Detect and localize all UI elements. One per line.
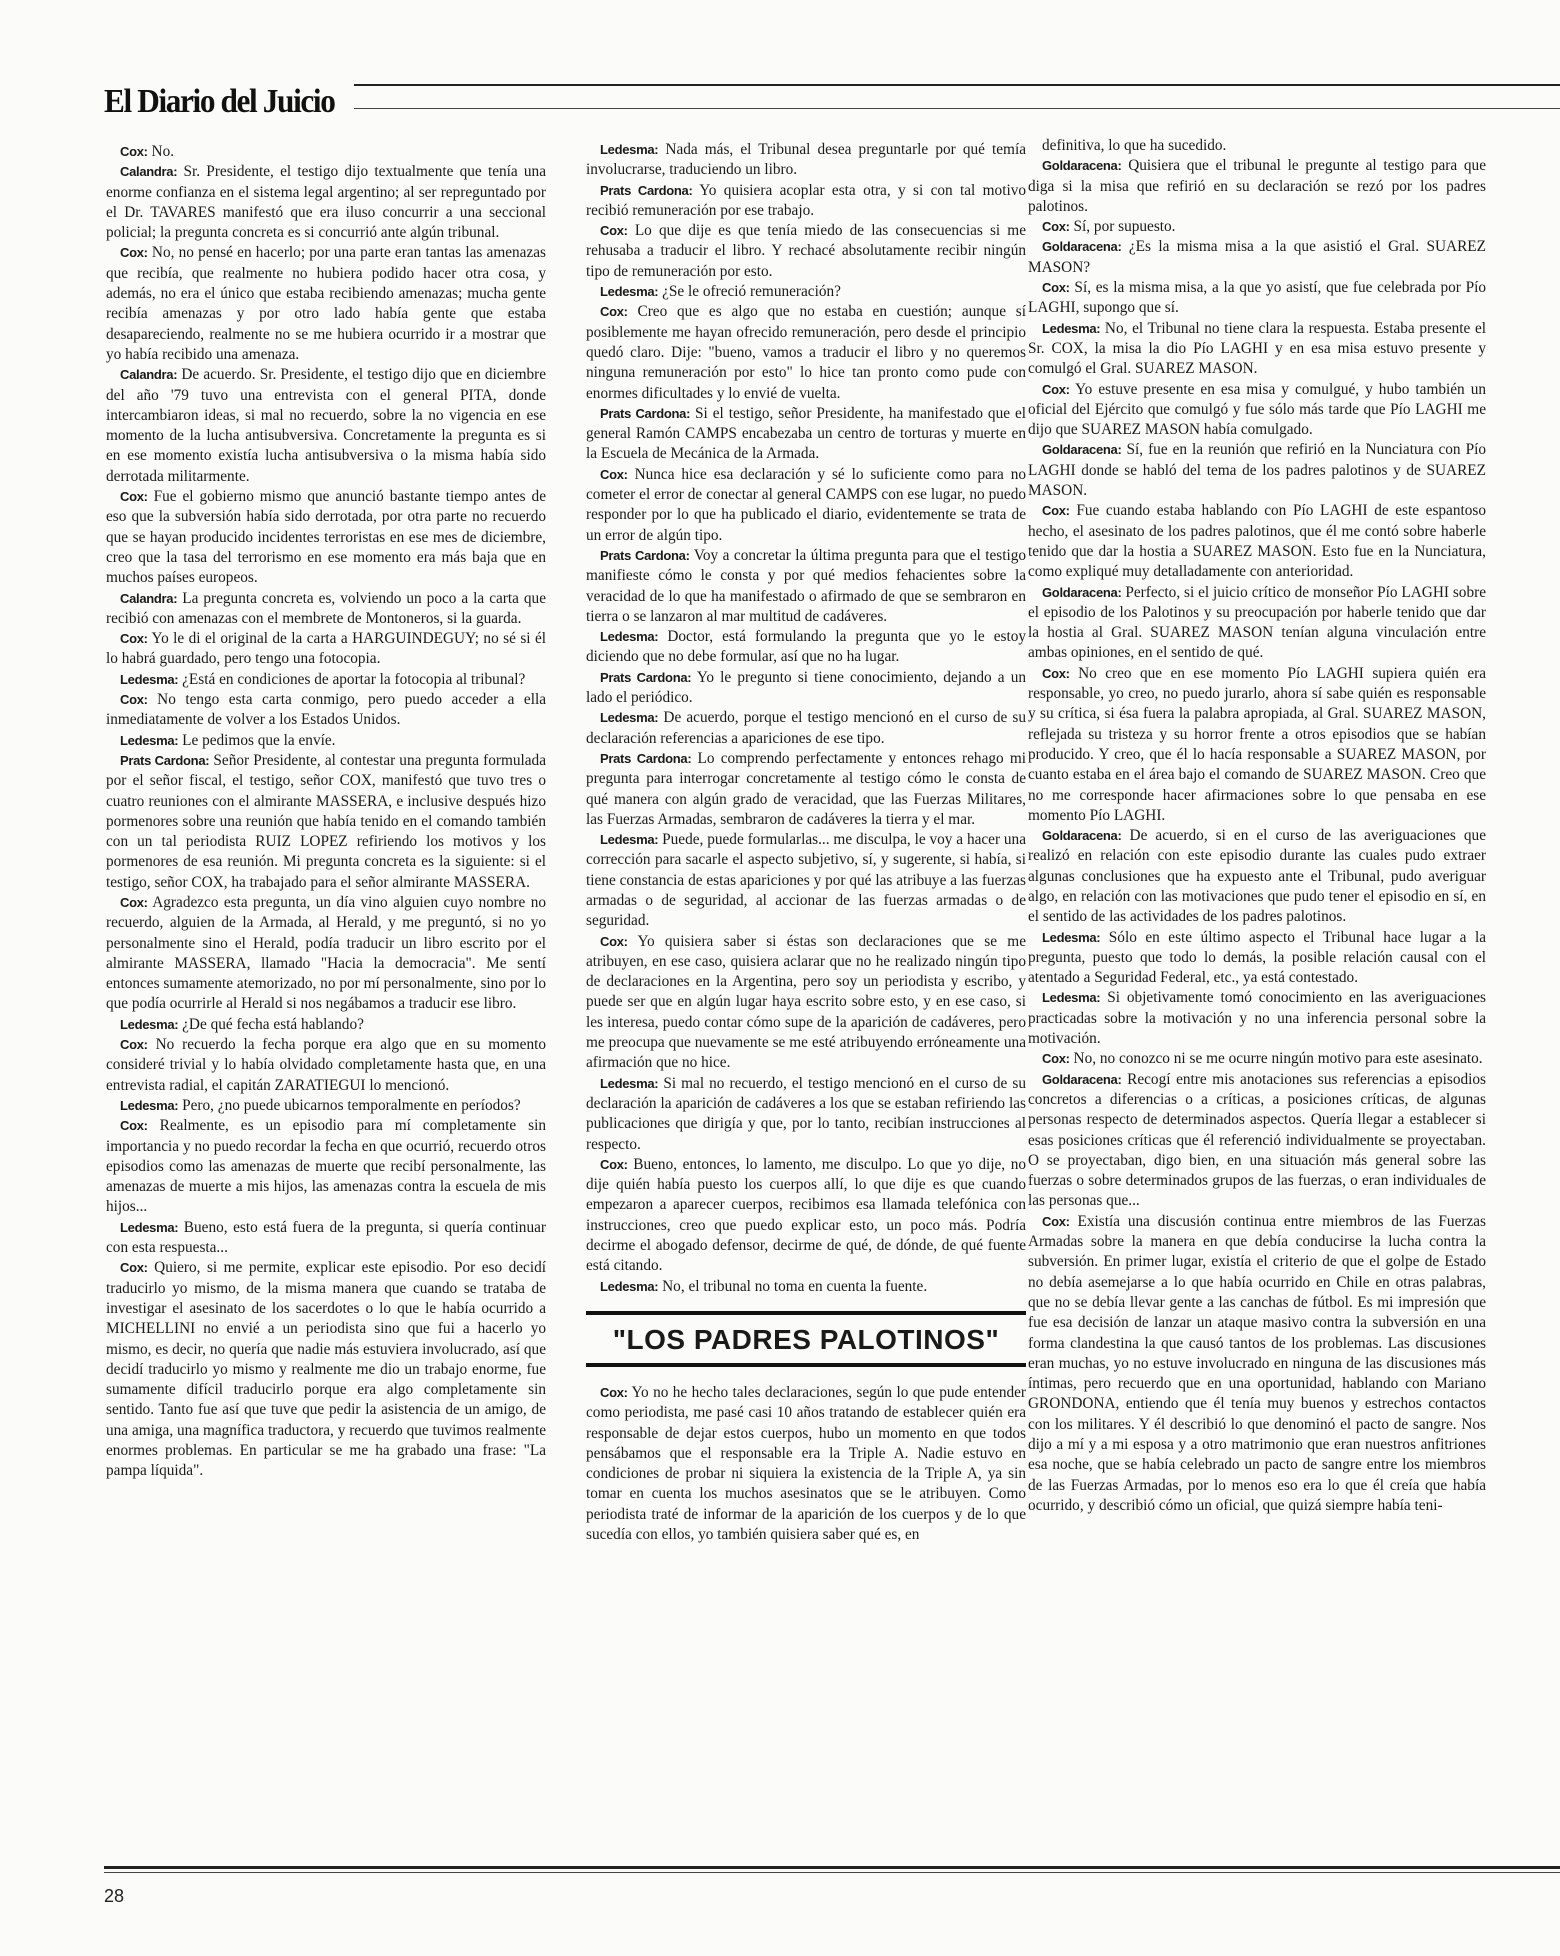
paragraph-text: Yo le pregunto si tiene conocimiento, dejando a un lado el periódico.	[586, 668, 1026, 707]
masthead-rule	[354, 84, 1560, 86]
masthead-rule-thin	[354, 108, 1560, 109]
transcript-paragraph	[1028, 1070, 1486, 1212]
paragraph-text: Realmente, es un episodio para mí completamente sin importancia y no puedo recordar la fecha en que ocurrió, recuerdo otros episodios como las amenazas de muerte que recibí personalmente, las amenazas de muerte a mis hijos, las amenazas contra la escuela de mis hijos...	[106, 1117, 546, 1216]
transcript-paragraph	[1028, 826, 1486, 927]
transcript-paragraph	[106, 1035, 546, 1096]
paragraph-text: Sí, es la misma misa, a la que yo asistí, que fue celebrada por Pío LAGHI, supongo que sí.	[1028, 279, 1486, 317]
transcript-paragraph	[106, 1116, 546, 1217]
masthead	[104, 82, 1560, 126]
paragraph-text: Agradezco esta pregunta, un día vino alguien cuyo nombre no recuerdo, alguien de la Armada, al Herald, y me preguntó, si no yo personalmente sino el Herald, podía traducir un libro escrito por el almirante MASSERA, llamado "Hacia la democracia". Me sentí entonces sumamente atemorizado, no por mí personalmente, sino por lo que podía ocurrirle al Herald si nos negábamos a traducir ese libro.	[106, 893, 546, 1013]
speaker-name: Ledesma:	[600, 629, 659, 645]
speaker-name: Cox:	[120, 1037, 148, 1053]
paragraph-text: ¿Se le ofreció remuneración?	[658, 283, 841, 301]
paragraph-text: No, el Tribunal no tiene clara la respuesta. Estaba presente el Sr. COX, la misa la dio Pío LAGHI y en esa misa estuvo presente y comulgó el Gral. SUAREZ MASON.	[1028, 319, 1486, 378]
speaker-name: Ledesma:	[120, 1219, 179, 1235]
transcript-paragraph	[586, 830, 1026, 931]
paragraph-text: ¿Es la misma misa a la que asistió el Gral. SUAREZ MASON?	[1028, 238, 1486, 276]
speaker-name: Cox:	[1042, 503, 1070, 519]
speaker-name: Cox:	[600, 933, 628, 949]
transcript-paragraph	[106, 1218, 546, 1259]
speaker-name: Ledesma:	[600, 710, 659, 726]
transcript-paragraph	[106, 243, 546, 365]
column-2	[586, 140, 1026, 1856]
paragraph-text: Sí, fue en la reunión que refirió en la Nunciatura con Pío LAGHI donde se habló del tema de los padres palotinos y de SUAREZ MASON.	[1028, 441, 1486, 500]
speaker-name: Cox:	[1042, 381, 1070, 397]
speaker-name: Cox:	[1042, 219, 1070, 235]
transcript-paragraph	[586, 1277, 1026, 1297]
transcript-paragraph	[1028, 440, 1486, 501]
speaker-name: Ledesma:	[1042, 990, 1101, 1006]
transcript-paragraph	[586, 1383, 1026, 1545]
transcript-paragraph	[1028, 501, 1486, 582]
speaker-name: Goldaracena:	[1042, 239, 1122, 255]
transcript-paragraph	[1028, 237, 1486, 278]
paragraph-text: Le pedimos que la envíe.	[178, 731, 336, 749]
paragraph-text: Señor Presidente, al contestar una pregunta formulada por el señor fiscal, el testigo, señor COX, manifestó que tuvo tres o cuatro reuniones con el almirante MASSERA, e inclusive después hizo pormenores sobre una reunión que había tenido en el comando también con un tal periodista RUIZ LOPEZ refiriendo los motivos y los pormenores de esa reunión. Mi pregunta concreta es la siguiente: si el testigo, señor COX, ha trabajado para el señor almirante MASSERA.	[106, 751, 546, 891]
paragraph-text: Doctor, está formulando la pregunta que yo le estoy diciendo que no debe formular, así que no ha lugar.	[586, 628, 1026, 666]
masthead-title: El Diario del Juicio	[104, 83, 335, 120]
transcript-paragraph	[1028, 1049, 1486, 1069]
speaker-name: Cox:	[600, 304, 628, 320]
transcript-paragraph	[586, 302, 1026, 403]
transcript-paragraph	[106, 751, 546, 893]
transcript-paragraph	[1028, 217, 1486, 237]
speaker-name: Cox:	[120, 894, 148, 910]
transcript-paragraph	[106, 589, 546, 630]
speaker-name: Cox:	[120, 489, 148, 505]
speaker-name: Calandra:	[120, 590, 178, 606]
paragraph-text: Voy a concretar la última pregunta para que el testigo manifieste cómo le consta y por qué medios fehacientes sobre la veracidad de lo que ha manifestado o afirmado de que se sembraron en tierra o se lanzaron al mar multitud de cadáveres.	[586, 546, 1026, 625]
transcript-paragraph	[106, 1258, 546, 1481]
transcript-paragraph	[1028, 583, 1486, 664]
speaker-name: Goldaracena:	[1042, 1071, 1122, 1087]
transcript-paragraph	[586, 1074, 1026, 1155]
speaker-name: Prats Cardona:	[600, 405, 691, 421]
speaker-name: Cox:	[120, 1118, 148, 1134]
paragraph-text: Lo que dije es que tenía miedo de las consecuencias si me rehusaba a traducir el libro. Y rechacé absolutamente recibir ningún tipo de remuneración por esto.	[586, 222, 1026, 280]
paragraph-text: Quisiera que el tribunal le pregunte al testigo para que diga si la misa que refirió en su declaración se rezó por los padres palotinos.	[1028, 157, 1486, 215]
transcript-paragraph	[586, 465, 1026, 546]
speaker-name: Cox:	[1042, 1051, 1070, 1067]
paragraph-text: Puede, puede formularlas... me disculpa, le voy a hacer una corrección para sacarle el aspecto subjetivo, sí, y sugerente, si había, si tiene constancia de estas apariciones y por qué las atribuye a las fuerzas armadas o de seguridad, al accionar de las fuerzas armadas o de seguridad.	[586, 831, 1026, 930]
paragraph-text: Nada más, el Tribunal desea preguntarle por qué temía involucrarse, traduciendo un libro.	[586, 141, 1026, 179]
footer-rule-thin	[104, 1872, 1560, 1873]
transcript-paragraph	[1028, 664, 1486, 826]
transcript-paragraph	[586, 404, 1026, 465]
speaker-name: Cox:	[1042, 1213, 1070, 1229]
paragraph-text: ¿De qué fecha está hablando?	[178, 1015, 364, 1033]
paragraph-text: No.	[147, 143, 175, 160]
transcript-paragraph	[586, 546, 1026, 627]
transcript-paragraph	[106, 690, 546, 731]
transcript-paragraph	[1028, 136, 1486, 156]
transcript-paragraph	[106, 365, 546, 487]
paragraph-text: Sólo en este último aspecto el Tribunal hace lugar a la pregunta, puesto que todo lo demás, la posible relación causal con el atentado a Seguridad Federal, etc., ya está contestado.	[1028, 928, 1486, 987]
speaker-name: Prats Cardona:	[600, 182, 693, 198]
transcript-paragraph	[586, 282, 1026, 302]
transcript-paragraph	[106, 670, 546, 690]
column-3	[1028, 136, 1486, 1852]
paragraph-text: Nunca hice esa declaración y sé lo suficiente como para no cometer el error de conectar al general CAMPS con ese lugar, no puedo responder por lo que ha publicado el diario, evidentemente se trata de un error de algún tipo.	[586, 465, 1026, 544]
speaker-name: Cox:	[120, 1260, 148, 1276]
speaker-name: Prats Cardona:	[600, 547, 690, 563]
speaker-name: Cox:	[600, 1384, 628, 1400]
paragraph-text: Quiero, si me permite, explicar este episodio. Por eso decidí traducirlo yo mismo, de la misma manera que cuando se trataba de investigar el asesinato de los sacerdotes o lo que le había ocurrido a MICHELLINI no envié a un periodista sino que fui a hacerlo yo mismo, es decir, no quería que nadie más estuviera involucrado, así que decidí traducirlo yo mismo y realmente me dio un trabajo enorme, fue sumamente difícil traducirlo porque era algo completamente sin sentido. Tanto fue así que tuve que pedir la asistencia de un amigo, de una amiga, una magnífica traductora, y recuerdo que tuvimos realmente enormes problemas. En particular se me ha grabado una frase: "La pampa líquida".	[106, 1259, 546, 1480]
speaker-name: Cox:	[600, 466, 628, 482]
transcript-paragraph	[106, 142, 546, 162]
paragraph-text: Si objetivamente tomó conocimiento en las averiguaciones practicadas sobre la motivación y no una inferencia personal sobre la motivación.	[1028, 989, 1486, 1048]
paragraph-text: Pero, ¿no puede ubicarnos temporalmente en períodos?	[178, 1096, 521, 1114]
speaker-name: Ledesma:	[120, 1016, 179, 1032]
paragraph-text: Bueno, entonces, lo lamento, me disculpo. Lo que yo dije, no dije quién había puesto los cuerpos allí, lo que dije es que cuando empezaron a aparecer cuerpos, recibimos esa llamada telefónica con instrucciones, creo que puedo explicar esto, un poco más. Podría decirme el abogado defensor, decirme de qué, de dónde, de qué fuente está citando.	[586, 1155, 1026, 1275]
transcript-paragraph	[586, 627, 1026, 668]
section-heading: "LOS PADRES PALOTINOS"	[586, 1311, 1026, 1367]
paragraph-text: Creo que es algo que no estaba en cuestión; aunque sí posiblemente me hayan ofrecido remuneración, pero desde el principio quedó claro. Dije: "bueno, vamos a traducir el libro y no queremos ninguna remuneración por esto" lo hice tan pronto como pude con enormes dificultades y lo envié de vuelta.	[586, 303, 1026, 402]
speaker-name: Ledesma:	[600, 284, 659, 300]
speaker-name: Cox:	[600, 1156, 628, 1172]
speaker-name: Goldaracena:	[1042, 442, 1122, 458]
paragraph-text: Fue cuando estaba hablando con Pío LAGHI de este espantoso hecho, el asesinato de los padres palotinos, que él me contó sobre haberle tenido que dar la hostia a SUAREZ MASON. Esto fue en la Nunciatura, como expliqué muy detalladamente con anterioridad.	[1028, 502, 1486, 581]
paragraph-text: Existía una discusión continua entre miembros de las Fuerzas Armadas sobre la manera en que debía conducirse la lucha contra la subversión. En primer lugar, existía el criterio de que el golpe de Estado no debía asemejarse a lo que había ocurrido en Chile en otras palabras, que no se debía llevar gente a las canchas de fútbol. Es mi impresión que fue esa decisión de lanzar un ataque masivo contra la subversión en una forma clandestina la que causó tantos de los problemas. Las discusiones eran muchas, yo no estuve involucrado en ninguna de las discusiones más íntimas, pero recuerdo que en una oportunidad, hablando con Mariano GRONDONA, entiendo que él tenía muy buenos y estrechos contactos con los militares. Y él describió lo que denominó el pacto de sangre. Nos dijo a mí y a mi esposa y a otro matrimonio que eran nuestros anfitriones esa noche, que se había celebrado un pacto de sangre entre los miembros de las Fuerzas Armadas, por lo menos eso era lo que él creía que había ocurrido, y describió cómo un oficial, que quizá siempre había teni-	[1028, 1212, 1486, 1514]
transcript-paragraph	[106, 1096, 546, 1116]
speaker-name: Ledesma:	[1042, 929, 1101, 945]
paragraph-text: Si el testigo, señor Presidente, ha manifestado que el general Ramón CAMPS encabezaba un centro de torturas y muerte en la Escuela de Mecánica de la Armada.	[586, 404, 1026, 463]
paragraph-text: ¿Está en condiciones de aportar la fotocopia al tribunal?	[178, 670, 526, 688]
transcript-paragraph	[1028, 156, 1486, 217]
page-number: 28	[104, 1886, 125, 1906]
transcript-paragraph	[1028, 928, 1486, 989]
paragraph-text: No creo que en ese momento Pío LAGHI supiera quién era responsable, yo creo, no puedo jurarlo, ahora sí sabe quién es responsable y su crítica, si ésa fuera la palabra apropiada, al Gral. SUAREZ MASON, reflejada su tristeza y su horror frente a otros episodios que se habían producido. Y creo, que él lo hacía responsable a SUAREZ MASON, por cuanto estaba en el área bajo el comando de SUAREZ MASON. Creo que no me corresponde hacer afirmaciones sobre lo que pensaba en ese momento Pío LAGHI.	[1028, 664, 1486, 824]
transcript-paragraph	[106, 731, 546, 751]
transcript-paragraph	[586, 181, 1026, 222]
paragraph-text: Yo quisiera saber si éstas son declaraciones que se me atribuyen, en ese caso, quisiera aclarar que no he realizado ningún tipo de declaraciones en la Argentina, pero soy un periodista y escribo, y puede ser que en algún lugar haya escrito sobre esto, y en ese caso, si les interesa, puedo contar cómo supe de la aparición de cadáveres, pero me preocupa que nuevamente se me esté atribuyendo erróneamente una afirmación que no hice.	[586, 932, 1026, 1072]
speaker-name: Goldaracena:	[1042, 158, 1122, 174]
transcript-paragraph	[106, 629, 546, 670]
paragraph-text: Yo quisiera acoplar esta otra, y si con tal motivo recibió remuneración por ese trabajo.	[586, 181, 1026, 219]
transcript-paragraph	[586, 1155, 1026, 1277]
paragraph-text: De acuerdo, porque el testigo mencionó en el curso de su declaración referencias a apariciones de ese tipo.	[586, 709, 1026, 747]
speaker-name: Cox:	[120, 692, 148, 708]
paragraph-text: Sí, por supuesto.	[1069, 218, 1176, 236]
paragraph-text: De acuerdo, si en el curso de las averiguaciones que realizó en relación con este episodio durante las cuales pudo extraer algunas conclusiones que ha expuesto ante el Tribunal, pudo averiguar algo, en relación con las motivaciones que pudo tener el episodio en sí, en el sentido de las actividades de los padres palotinos.	[1028, 827, 1486, 926]
paragraph-text: Yo no he hecho tales declaraciones, según lo que pude entender como periodista, me pasé casi 10 años tratando de establecer quién era responsable de dejar estos cuerpos, hubo un momento en que todos pensábamos que el responsable era la Triple A. Nadie estuvo en condiciones de probar ni siquiera la existencia de la Triple A, ya sin tomar en cuenta los muchos asesinatos que se le atribuyen. Como periodista traté de informar de la aparición de los cuerpos y de lo que sucedía con ellos, yo también quisiera saber qué es, en	[586, 1383, 1026, 1543]
speaker-name: Prats Cardona:	[600, 750, 692, 766]
paragraph-text: No, no pensé en hacerlo; por una parte eran tantas las amenazas que recibía, que realmente no hubiera podido hacer otra cosa, y además, no era el único que estaba recibiendo amenazas; mucha gente recibía amenazas y por otro lado había gente que estaba desapareciendo, realmente no se me hubiera ocurrido ir a mostrar que yo había recibido una amenaza.	[106, 244, 546, 363]
paragraph-text: Si mal no recuerdo, el testigo mencionó en el curso de su declaración la aparición de cadáveres a los que se estaban refiriendo las publicaciones que dirigía y que, por lo tanto, recibían instrucciones al respecto.	[586, 1074, 1026, 1153]
paragraph-text: Sr. Presidente, el testigo dijo textualmente que tenía una enorme confianza en el sistema legal argentino; al ser repreguntado por el Dr. TAVARES manifestó que era iluso concurrir a una seccional policial; la pregunta concreta es si concurrió ante algún tribunal.	[106, 163, 546, 242]
speaker-name: Goldaracena:	[1042, 828, 1122, 844]
speaker-name: Ledesma:	[1042, 320, 1101, 336]
speaker-name: Ledesma:	[120, 732, 179, 748]
paragraph-text: Bueno, esto está fuera de la pregunta, si quería continuar con esta respuesta...	[106, 1218, 546, 1257]
speaker-name: Calandra:	[120, 164, 178, 180]
paragraph-text: Yo le di el original de la carta a HARGUINDEGUY; no sé si él lo habrá guardado, pero tengo una fotocopia.	[106, 630, 546, 668]
transcript-paragraph	[586, 708, 1026, 749]
speaker-name: Cox:	[600, 223, 628, 239]
paragraph-text: Yo estuve presente en esa misa y comulgué, y hubo también un oficial del Ejército que comulgó y fue sólo más tarde que Pío LAGHI me dijo que SUAREZ MASON había comulgado.	[1028, 380, 1486, 439]
transcript-paragraph	[1028, 1212, 1486, 1516]
paragraph-text: Lo comprendo perfectamente y entonces rehago mi pregunta para interrogar concretamente al testigo cómo le consta de qué manera con algún grado de veracidad, que las Fuerzas Militares, las Fuerzas Armadas, sembraron de cadáveres la tierra y el mar.	[586, 749, 1026, 828]
speaker-name: Ledesma:	[600, 1075, 659, 1091]
transcript-paragraph	[106, 893, 546, 1015]
paragraph-text: De acuerdo. Sr. Presidente, el testigo dijo que en diciembre del año '79 tuvo una entrevista con el general PITA, donde intercambiaron ideas, si mal no recuerdo, sobre la no vigencia en ese momento de la lucha antisubversiva. Concretamente la pregunta es si en ese momento existía lucha antisubversiva o la misma había sido derrotada militarmente.	[106, 366, 546, 485]
paragraph-text: No, el tribunal no toma en cuenta la fuente.	[658, 1277, 928, 1295]
speaker-name: Calandra:	[120, 367, 178, 383]
transcript-paragraph	[1028, 278, 1486, 319]
paragraph-text: La pregunta concreta es, volviendo un poco a la carta que recibió con amenazas con el membrete de Montoneros, si la guarda.	[106, 589, 546, 627]
transcript-paragraph	[586, 221, 1026, 282]
transcript-paragraph	[1028, 988, 1486, 1049]
transcript-paragraph	[106, 487, 546, 588]
speaker-name: Ledesma:	[120, 671, 179, 687]
transcript-paragraph	[1028, 319, 1486, 380]
transcript-paragraph	[586, 749, 1026, 830]
speaker-name: Cox:	[120, 245, 148, 261]
speaker-name: Ledesma:	[600, 142, 659, 157]
speaker-name: Prats Cardona:	[120, 752, 210, 768]
speaker-name: Cox:	[120, 144, 148, 159]
transcript-paragraph	[586, 140, 1026, 181]
speaker-name: Cox:	[120, 631, 148, 647]
speaker-name: Cox:	[1042, 665, 1070, 681]
speaker-name: Prats Cardona:	[600, 669, 692, 685]
speaker-name: Ledesma:	[600, 1278, 659, 1294]
speaker-name: Ledesma:	[120, 1097, 179, 1113]
paragraph-text: Recogí entre mis anotaciones sus referencias a episodios concretos a diferencias o a críticas, a posiciones críticas, de algunas personas respecto de determinados aspectos. Quería llegar a establecer si esas posiciones críticas que él referenció individualmente se proyectaban. O se proyectaban, digo bien, en una situación más general sobre las fuerzas o sobre determinados grupos de las fuerzas, o eran individuales de las personas que...	[1028, 1070, 1486, 1210]
transcript-paragraph	[586, 932, 1026, 1074]
paragraph-text: No recuerdo la fecha porque era algo que en su momento consideré trivial y lo había olvidado completamente hasta que, en una entrevista radial, el capitán ZARATIEGUI lo mencionó.	[106, 1036, 546, 1094]
speaker-name: Cox:	[1042, 280, 1070, 296]
transcript-paragraph	[586, 668, 1026, 709]
paragraph-text: No, no conozco ni se me ocurre ningún motivo para este asesinato.	[1069, 1050, 1483, 1068]
speaker-name: Goldaracena:	[1042, 584, 1122, 600]
transcript-paragraph	[1028, 380, 1486, 441]
paragraph-text: definitiva, lo que ha sucedido.	[1042, 137, 1227, 154]
transcript-paragraph	[106, 1015, 546, 1035]
speaker-name: Ledesma:	[600, 832, 659, 848]
paragraph-text: Fue el gobierno mismo que anunció bastante tiempo antes de eso que la subversión había sido derrotada, por otra parte no recuerdo que se hayan producido incidentes terroristas en ese mes de diciembre, creo que la tasa del terrorismo en ese momento era más baja que en muchos países europeos.	[106, 488, 546, 587]
article-body	[106, 137, 1542, 1858]
paragraph-text: Perfecto, si el juicio crítico de monseñor Pío LAGHI sobre el episodio de los Palotinos y su preocupación por haberle tenido que dar la hostia al Gral. SUAREZ MASON tenían alguna vinculación entre ambas opiniones, en el sentido de qué.	[1028, 583, 1486, 662]
column-1	[106, 142, 546, 1858]
transcript-paragraph	[106, 162, 546, 243]
paragraph-text: No tengo esta carta conmigo, pero puedo acceder a ella inmediatamente de volver a los Estados Unidos.	[106, 691, 546, 729]
footer-rule	[104, 1866, 1560, 1869]
